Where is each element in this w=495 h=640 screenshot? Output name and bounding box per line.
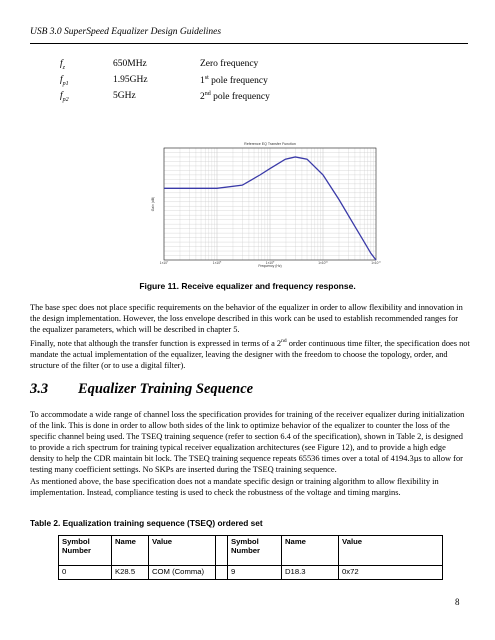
table-cell: 9	[228, 566, 282, 580]
table-caption: Table 2. Equalization training sequence (TSEQ) ordered set	[30, 518, 263, 528]
paragraph: Finally, note that although the transfer function is expressed in terms of a 2nd order continuous time filter, the specification does not mandate the actual implementation of the equalizer, leaving the designer with the freedom to choose the topology, order, and structure of the filter (or to use a digital filter).	[30, 338, 470, 370]
x-tick-label: $1\times 10^9$	[265, 261, 275, 265]
param-symbol: $f_{p1}$	[60, 75, 69, 87]
figure-caption: Figure 11. Receive equalizer and frequency response.	[139, 281, 356, 291]
param-value: 1.95GHz	[113, 75, 148, 85]
param-value: 650MHz	[113, 59, 147, 69]
param-desc: 1st pole frequency	[200, 75, 268, 87]
table-cell: 0x72	[339, 566, 443, 580]
table-header-row	[59, 536, 443, 566]
table-cell: 0	[59, 566, 112, 580]
table-row	[59, 566, 443, 580]
chart-title: Reference EQ Transfer Function	[244, 142, 296, 146]
chart-grid	[164, 148, 376, 260]
col-header: Symbol Number	[228, 536, 282, 566]
x-tick-label: $1\times 10^8$	[212, 261, 222, 265]
col-header: Value	[149, 536, 216, 566]
paragraph: The base spec does not place specific requirements on the behavior of the equalizer in order to allow flexibility and innovation in the design implementation. However, the loss envelope described in this work can be used to establish recommended ranges for the equalizer parameters, which will be described in chapter 5.	[30, 303, 463, 334]
eq-frequency-response-chart	[140, 138, 381, 286]
chart-ylabel: Gain (dB)	[151, 196, 155, 212]
param-value: 5GHz	[113, 91, 136, 101]
paragraph: As mentioned above, the base specification does not a mandate specific design or training algorithm to allow flexibility in implementation. Instead, compliance testing is used to check the robustness of the voltage and timing margins.	[30, 477, 439, 497]
page-header: USB 3.0 SuperSpeed Equalizer Design Guidelines	[30, 27, 222, 37]
x-tick-label: $1\times 10^{10}$	[318, 261, 328, 265]
header-rule	[30, 43, 468, 44]
param-symbol: $f_z$	[60, 59, 65, 71]
col-header: Symbol Number	[59, 536, 112, 566]
col-spacer	[216, 566, 228, 580]
paragraph: To accommodate a wide range of channel loss the specification provides for training of the receiver equalizer during initialization of the link. This is done in order to allow both sides of the link to optimize behavior of the equalizer to counter the loss of the specific channel being used. The TSEQ training sequence (refer to section 6.4 of the specification), shown in Table 2, is designed to provide a rich spectrum for training typical receiver equalization architectures (see Figure 12), and to provide a high edge density to help the CDR maintain bit lock. The TSEQ training sequence repeats 65536 times over a total of 4194.3µs to allow for testing many coefficient settings. No SKPs are inserted during the TSEQ training sequence.	[30, 410, 465, 474]
table-cell: D18.3	[282, 566, 339, 580]
table-cell: COM (Comma)	[149, 566, 216, 580]
col-header: Value	[339, 536, 443, 566]
x-tick-label: $1\times 10^{11}$	[371, 261, 381, 265]
col-spacer	[216, 536, 228, 566]
section-heading: 3.3 Equalizer Training Sequence	[30, 381, 254, 397]
tseq-table	[58, 535, 442, 580]
col-header: Name	[282, 536, 339, 566]
param-desc: Zero frequency	[200, 59, 259, 69]
x-tick-label: $1\times 10^7$	[159, 261, 169, 265]
chart-xlabel: Frequency (Hz)	[258, 264, 282, 268]
col-header: Name	[112, 536, 149, 566]
param-symbol: $f_{p2}$	[60, 91, 69, 103]
param-desc: 2nd pole frequency	[200, 91, 270, 103]
table-cell: K28.5	[112, 566, 149, 580]
page-number: 8	[455, 597, 460, 607]
